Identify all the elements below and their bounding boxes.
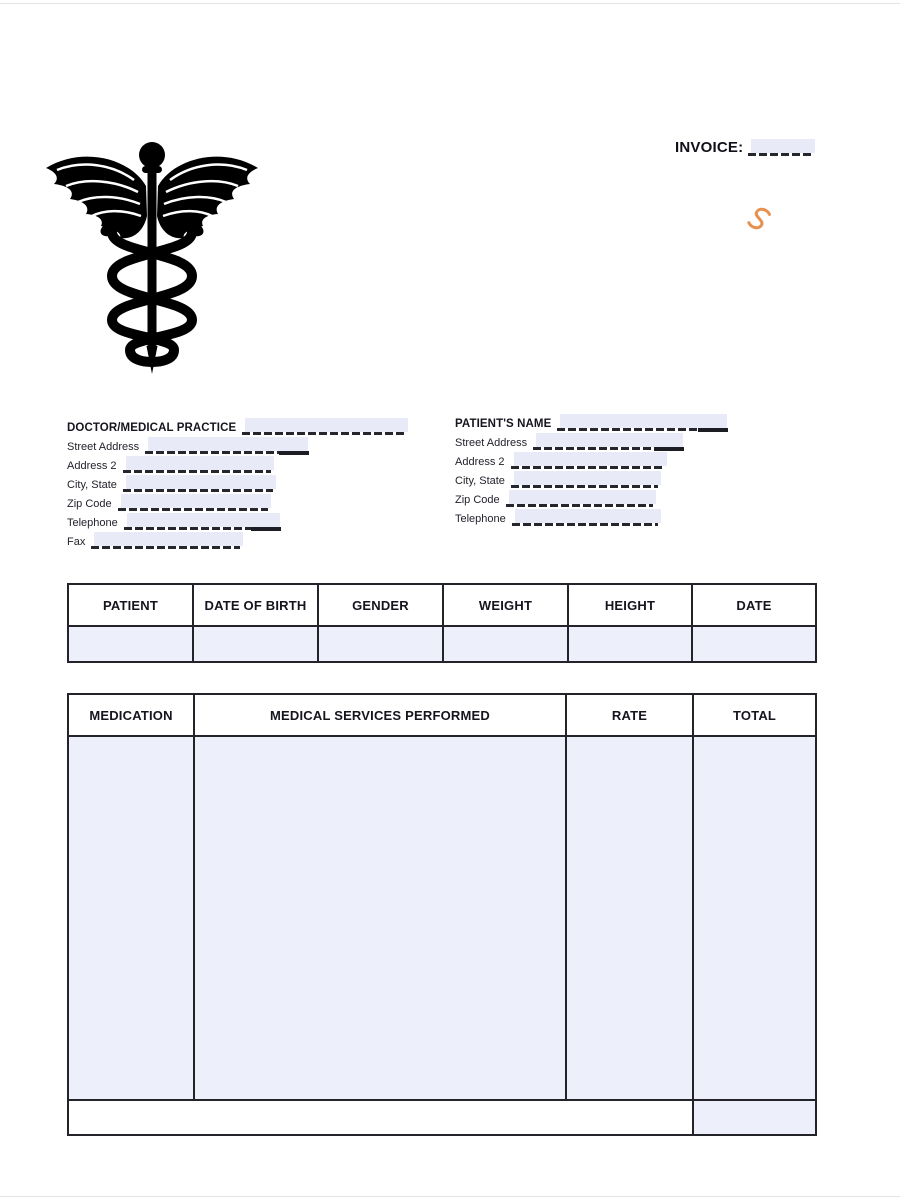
total-cell[interactable] [693, 736, 816, 1100]
doctor-fax-field[interactable] [91, 532, 240, 550]
field-underline [748, 153, 812, 156]
services-performed-cell[interactable] [194, 736, 566, 1100]
page-bottom-edge [0, 1196, 900, 1197]
medical-services-table [67, 693, 817, 1136]
date-header: DATE [692, 584, 816, 626]
doctor-street-field[interactable] [145, 437, 305, 455]
doctor-zip-field[interactable] [118, 494, 268, 512]
date-of-birth-header: DATE OF BIRTH [193, 584, 318, 626]
doctor-telephone-field[interactable] [124, 513, 277, 531]
weight-header: WEIGHT [443, 584, 568, 626]
doctor-street-label: Street Address [67, 441, 140, 453]
doctor-telephone-row [67, 512, 405, 531]
patient-city-state-field[interactable] [511, 471, 658, 489]
doctor-telephone-label: Telephone [67, 517, 118, 529]
patient-table-header-row [68, 584, 816, 626]
doctor-street-row [67, 436, 405, 455]
total-amount-cell[interactable] [693, 1100, 816, 1135]
patient-address2-row [455, 451, 724, 470]
patient-title-row [455, 411, 724, 432]
patient-section-title: PATIENT'S NAME [455, 418, 552, 430]
patient-zip-field[interactable] [506, 490, 653, 508]
patient-details-table [67, 583, 817, 663]
patient-name-field[interactable] [557, 414, 724, 432]
doctor-address2-label: Address 2 [67, 460, 117, 472]
doctor-city-state-field[interactable] [123, 475, 273, 493]
field-highlight [751, 139, 815, 153]
doctor-fax-label: Fax [67, 536, 86, 548]
doctor-city-state-row [67, 474, 405, 493]
patient-telephone-field[interactable] [512, 509, 658, 527]
doctor-practice-name-field[interactable] [242, 418, 405, 436]
patient-header: PATIENT [68, 584, 193, 626]
height-header: HEIGHT [568, 584, 692, 626]
doctor-city-state-label: City, State [67, 479, 117, 491]
doctor-zip-label: Zip Code [67, 498, 112, 510]
rate-cell[interactable] [566, 736, 693, 1100]
caduceus-icon [42, 140, 264, 376]
height-cell[interactable] [568, 626, 692, 662]
invoice-total-row [68, 1100, 816, 1135]
doctor-info-section [67, 415, 405, 550]
patient-zip-row [455, 489, 724, 508]
patient-telephone-row [455, 508, 724, 527]
patient-zip-label: Zip Code [455, 494, 500, 506]
gender-cell[interactable] [318, 626, 443, 662]
total-header: TOTAL [693, 694, 816, 736]
doctor-address2-field[interactable] [123, 456, 271, 474]
services-table-row [68, 736, 816, 1100]
signature-swirl-icon [741, 201, 777, 237]
patient-info-section [455, 411, 724, 527]
patient-street-field[interactable] [533, 433, 680, 451]
invoice-label: INVOICE: [675, 139, 744, 156]
doctor-title-row [67, 415, 405, 436]
patient-address2-label: Address 2 [455, 456, 505, 468]
medication-header: MEDICATION [68, 694, 194, 736]
patient-street-row [455, 432, 724, 451]
invoice-number-row [675, 139, 812, 157]
total-row-merged-cell[interactable] [68, 1100, 693, 1135]
page-top-edge [0, 3, 900, 4]
doctor-zip-row [67, 493, 405, 512]
date-cell[interactable] [692, 626, 816, 662]
services-performed-header: MEDICAL SERVICES PERFORMED [194, 694, 566, 736]
gender-header: GENDER [318, 584, 443, 626]
patient-telephone-label: Telephone [455, 513, 506, 525]
doctor-address2-row [67, 455, 405, 474]
invoice-number-field[interactable] [748, 139, 812, 157]
rate-header: RATE [566, 694, 693, 736]
patient-table-row [68, 626, 816, 662]
patient-city-state-label: City, State [455, 475, 505, 487]
patient-street-label: Street Address [455, 437, 528, 449]
patient-cell[interactable] [68, 626, 193, 662]
weight-cell[interactable] [443, 626, 568, 662]
services-table-header-row [68, 694, 816, 736]
date-of-birth-cell[interactable] [193, 626, 318, 662]
doctor-fax-row [67, 531, 405, 550]
patient-address2-field[interactable] [511, 452, 664, 470]
patient-city-state-row [455, 470, 724, 489]
doctor-section-title: DOCTOR/MEDICAL PRACTICE [67, 422, 237, 434]
medication-cell[interactable] [68, 736, 194, 1100]
